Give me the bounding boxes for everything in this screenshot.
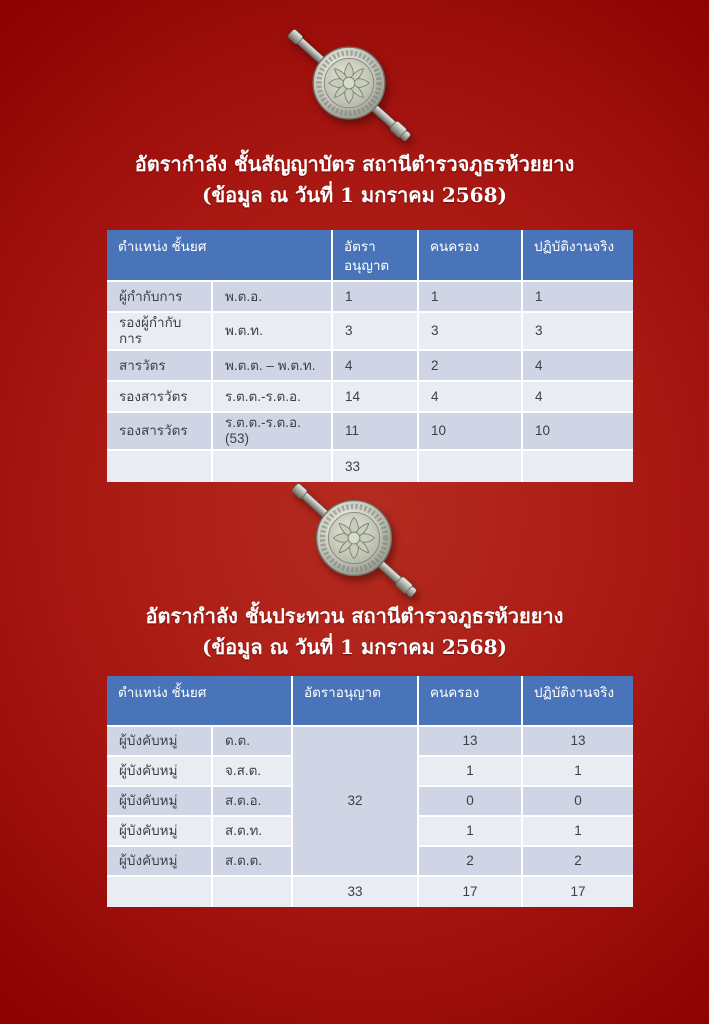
cell-occupied: 2: [418, 350, 522, 381]
cell-position: ผู้บังคับหมู่: [107, 726, 212, 756]
table-row: [107, 312, 633, 350]
cell-total-authorized: 33: [292, 876, 418, 907]
non-commissioned-officers-table: [107, 676, 633, 907]
cell-rank: ส.ต.อ.: [212, 786, 292, 816]
cell-authorized: 1: [332, 281, 418, 312]
table-row: [107, 281, 633, 312]
police-emblem-middle-icon: [290, 476, 418, 604]
table-row: [107, 381, 633, 412]
cell-total-actual: [522, 450, 633, 482]
cell-total-authorized: 33: [332, 450, 418, 482]
cell-rank: จ.ส.ต.: [212, 756, 292, 786]
section2-title-block: [0, 601, 709, 663]
cell-position: ผู้กำกับการ: [107, 281, 212, 312]
cell-position: สารวัตร: [107, 350, 212, 381]
cell-rank: ส.ต.ท.: [212, 816, 292, 846]
cell-position: [107, 450, 212, 482]
cell-occupied: 2: [418, 846, 522, 876]
cell-authorized: 14: [332, 381, 418, 412]
section1-subtitle: (ข้อมูล ณ วันที่ 1 มกราคม 2568): [202, 183, 507, 207]
cell-authorized: 3: [332, 312, 418, 350]
table-row: [107, 350, 633, 381]
cell-occupied: 4: [418, 381, 522, 412]
cell-actual: 0: [522, 786, 633, 816]
cell-actual: 2: [522, 846, 633, 876]
col-header-actual: ปฏิบัติงานจริง: [522, 230, 633, 281]
cell-position: ผู้บังคับหมู่: [107, 786, 212, 816]
cell-total-occupied: 17: [418, 876, 522, 907]
cell-authorized-merged: 32: [292, 726, 418, 876]
cell-rank: ร.ต.ต.-ร.ต.อ.: [212, 381, 332, 412]
cell-authorized: 11: [332, 412, 418, 450]
cell-actual: 13: [522, 726, 633, 756]
col-header-actual: ปฏิบัติงานจริง: [522, 676, 633, 726]
cell-actual: 3: [522, 312, 633, 350]
cell-rank: พ.ต.อ.: [212, 281, 332, 312]
cell-rank: ส.ต.ต.: [212, 846, 292, 876]
cell-rank: ด.ต.: [212, 726, 292, 756]
cell-actual: 1: [522, 281, 633, 312]
table-row: [107, 726, 633, 756]
cell-occupied: 3: [418, 312, 522, 350]
cell-position: ผู้บังคับหมู่: [107, 756, 212, 786]
col-header-occupied: คนครอง: [418, 676, 522, 726]
cell-position: [107, 876, 212, 907]
cell-rank: พ.ต.ต. – พ.ต.ท.: [212, 350, 332, 381]
section1-title: อัตรากำลัง ชั้นสัญญาบัตร สถานีตำรวจภูธรห้วยยาง: [134, 152, 575, 176]
header-row: [107, 230, 633, 281]
cell-position: รองสารวัตร: [107, 412, 212, 450]
cell-rank: พ.ต.ท.: [212, 312, 332, 350]
police-emblem-top-icon: [286, 22, 412, 148]
col-header-authorized: อัตราอนุญาต: [292, 676, 418, 726]
col-header-position-rank: ตำแหน่ง ชั้นยศ: [107, 676, 292, 726]
cell-position: ผู้บังคับหมู่: [107, 846, 212, 876]
cell-actual: 4: [522, 381, 633, 412]
cell-occupied: 1: [418, 756, 522, 786]
cell-position: ผู้บังคับหมู่: [107, 816, 212, 846]
col-header-position-rank: ตำแหน่ง ชั้นยศ: [107, 230, 332, 281]
cell-authorized: 4: [332, 350, 418, 381]
cell-total-actual: 17: [522, 876, 633, 907]
col-header-occupied: คนครอง: [418, 230, 522, 281]
cell-rank: [212, 876, 292, 907]
commissioned-officers-table: [107, 230, 633, 482]
section2-title: อัตรากำลัง ชั้นประทวน สถานีตำรวจภูธรห้วยยาง: [145, 604, 564, 628]
section1-title-block: [0, 149, 709, 211]
cell-actual: 4: [522, 350, 633, 381]
cell-occupied: 1: [418, 281, 522, 312]
cell-occupied: 10: [418, 412, 522, 450]
cell-occupied: 1: [418, 816, 522, 846]
cell-actual: 1: [522, 816, 633, 846]
header-row: [107, 676, 633, 726]
table-row: [107, 412, 633, 450]
cell-rank: ร.ต.ต.-ร.ต.อ.(53): [212, 412, 332, 450]
cell-occupied: 13: [418, 726, 522, 756]
cell-occupied: 0: [418, 786, 522, 816]
cell-total-occupied: [418, 450, 522, 482]
cell-position: รองสารวัตร: [107, 381, 212, 412]
cell-actual: 1: [522, 756, 633, 786]
cell-position: รองผู้กำกับการ: [107, 312, 212, 350]
col-header-authorized: อัตรา อนุญาต: [332, 230, 418, 281]
total-row: [107, 876, 633, 907]
cell-actual: 10: [522, 412, 633, 450]
section2-subtitle: (ข้อมูล ณ วันที่ 1 มกราคม 2568): [202, 635, 507, 659]
